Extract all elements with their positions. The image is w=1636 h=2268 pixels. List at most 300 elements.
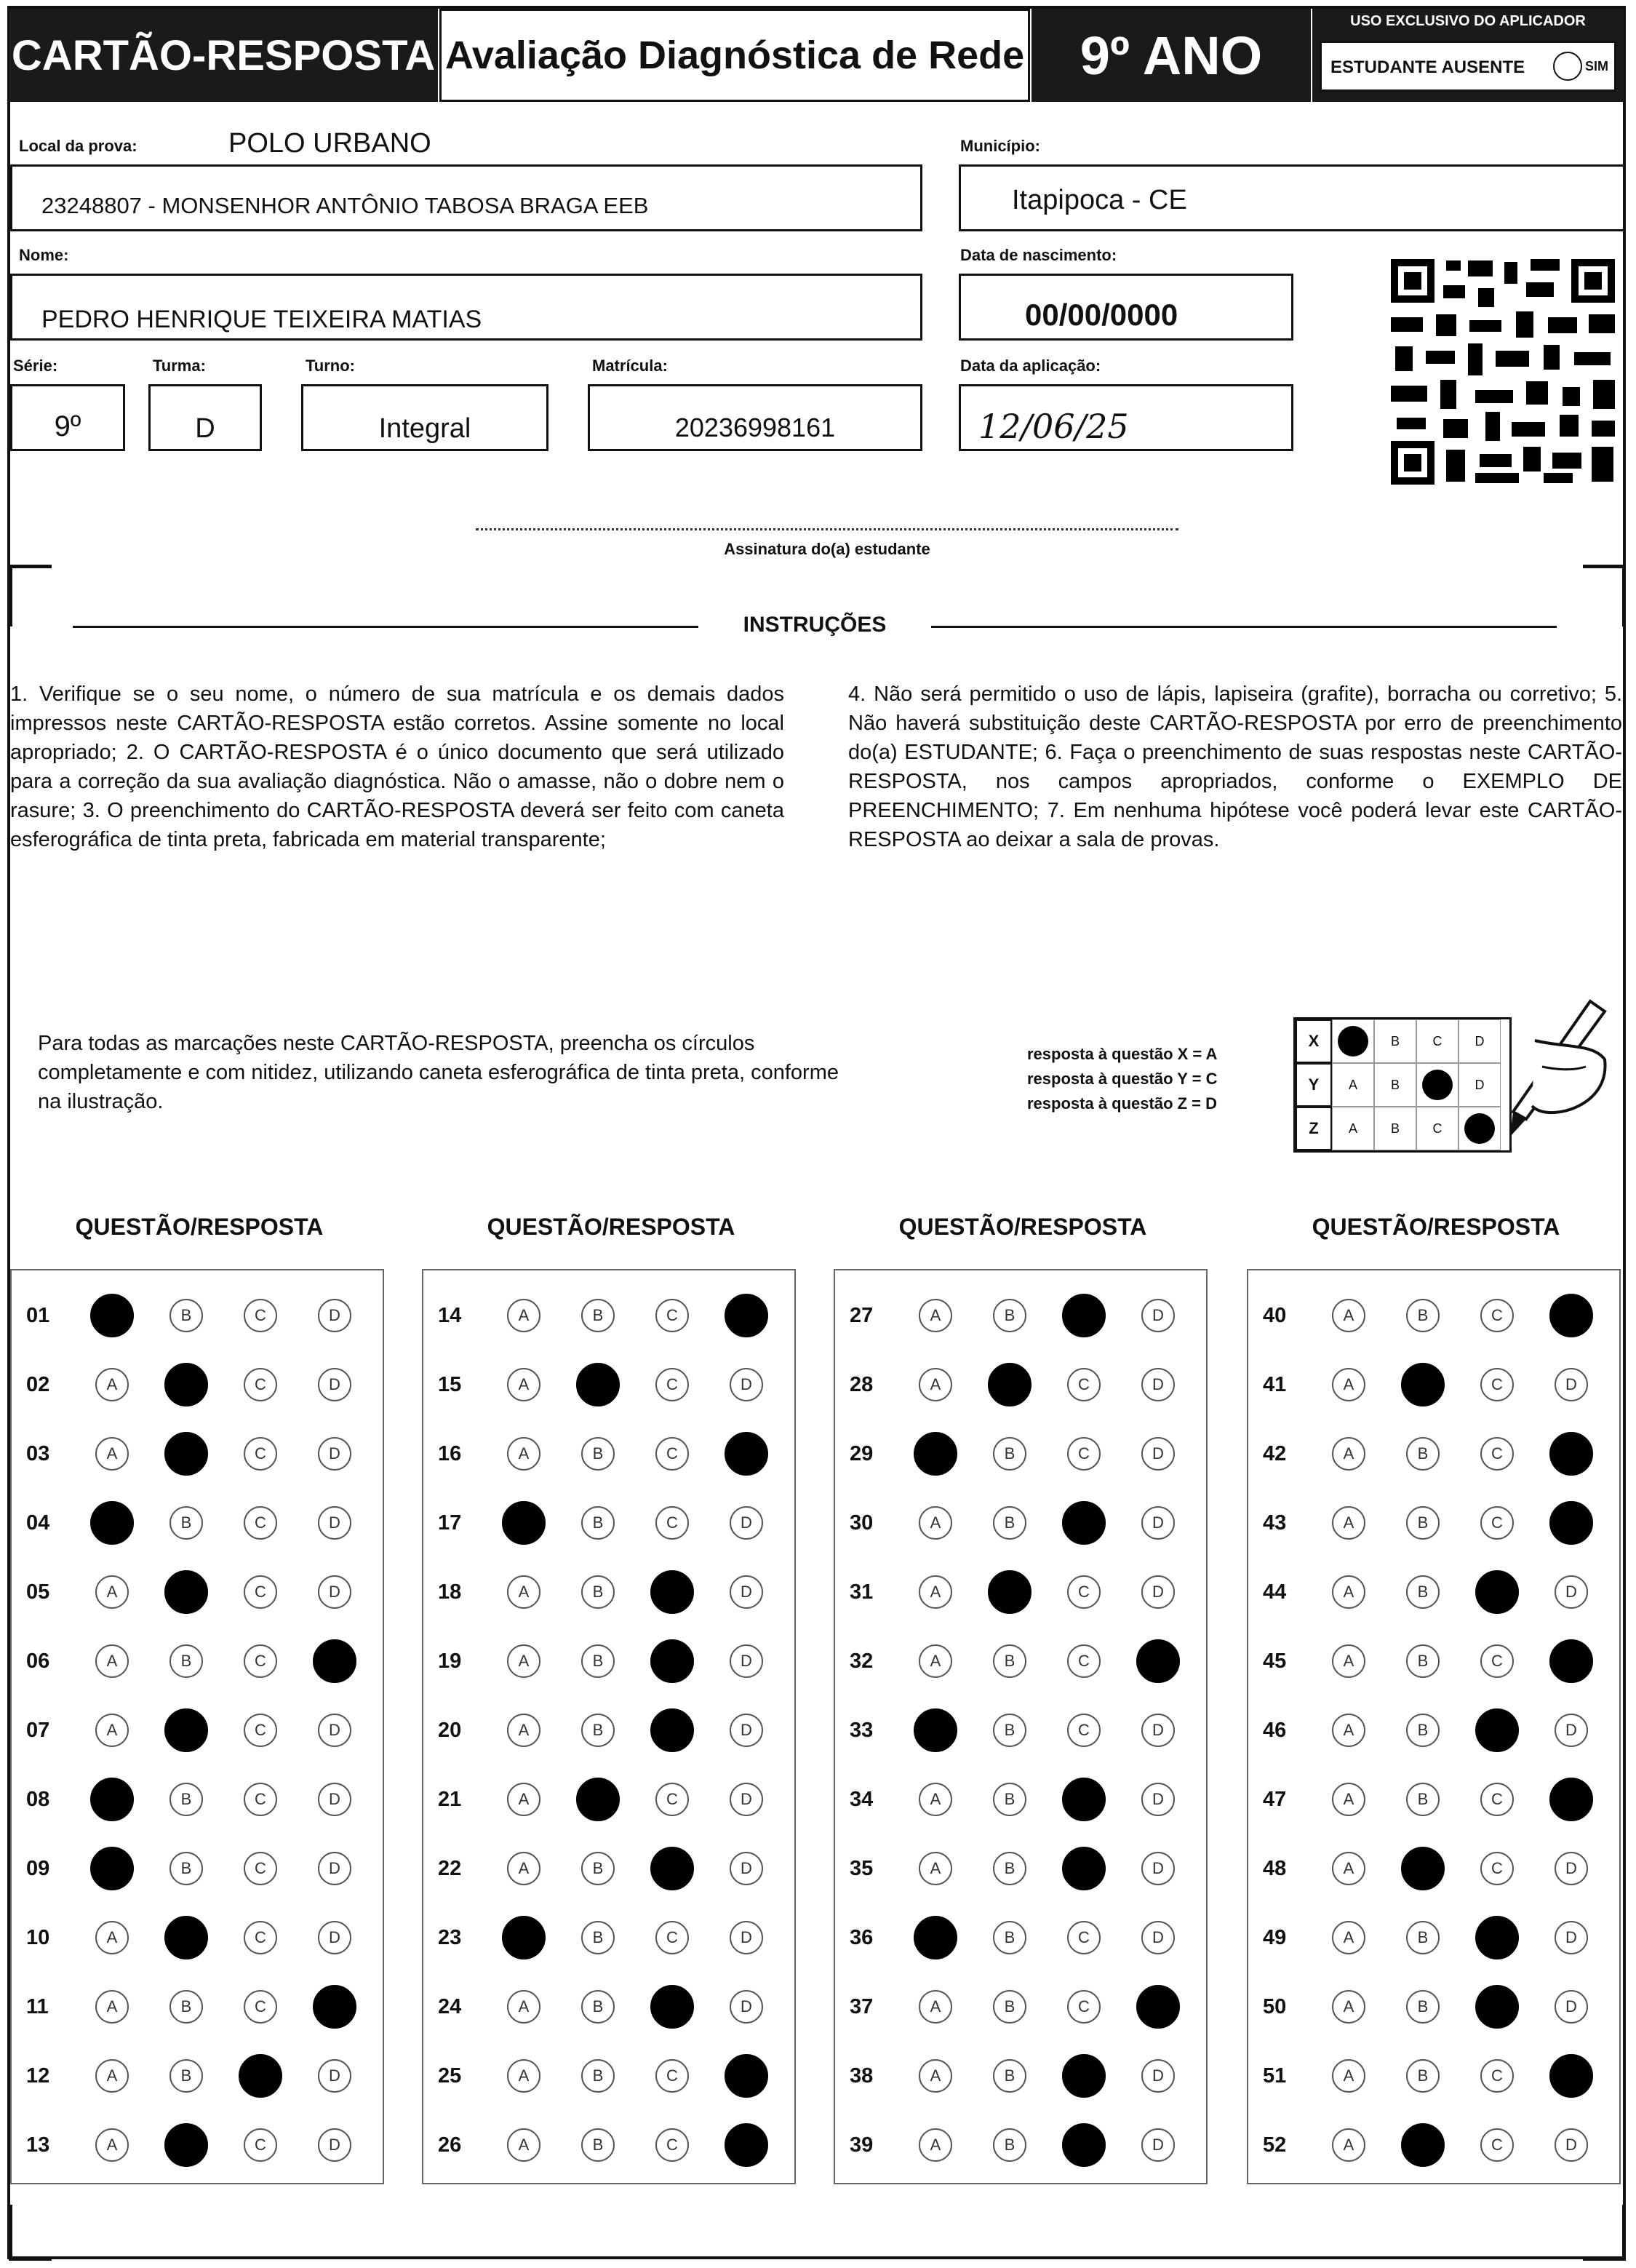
answer-bubble-a[interactable] <box>90 1294 134 1337</box>
answer-bubble-b[interactable]: B <box>169 1852 203 1885</box>
answer-bubble-a[interactable] <box>502 1501 546 1545</box>
answer-bubble-c[interactable]: C <box>655 1783 689 1816</box>
answer-bubble-b[interactable]: B <box>1406 1921 1440 1954</box>
instructions-rule-right <box>931 626 1557 628</box>
location-label: Local da prova: <box>19 137 137 155</box>
question-number: 25 <box>438 2064 462 2088</box>
answer-bubble-d[interactable]: D <box>730 1368 763 1401</box>
name-label: Nome: <box>19 246 69 264</box>
answer-bubble-c[interactable]: C <box>1480 1437 1514 1471</box>
answer-bubble-c[interactable] <box>1062 1294 1106 1337</box>
answer-bubble-a[interactable]: A <box>507 2128 540 2162</box>
corner-mark-top-right <box>1583 565 1626 626</box>
answer-bubble-b[interactable] <box>576 1363 620 1406</box>
answer-bubble-a[interactable]: A <box>1332 1852 1365 1885</box>
grade-field <box>10 384 125 451</box>
answer-bubble-a[interactable]: A <box>95 1644 129 1678</box>
answer-bubble-a[interactable]: A <box>1332 1437 1365 1471</box>
answer-bubble-d[interactable]: D <box>318 1783 351 1816</box>
answer-bubble-d[interactable] <box>1549 1778 1593 1821</box>
answer-bubble-a[interactable]: A <box>919 1506 952 1540</box>
answer-bubble-b[interactable] <box>164 1916 208 1959</box>
answer-bubble-d[interactable]: D <box>318 1575 351 1609</box>
answer-bubble-d[interactable] <box>725 2123 768 2167</box>
answer-bubble-b[interactable]: B <box>581 2059 615 2093</box>
example-option-cell <box>1332 1019 1374 1063</box>
answer-bubble-b[interactable] <box>988 1570 1032 1614</box>
answer-bubble-b[interactable]: B <box>169 2059 203 2093</box>
class-field <box>148 384 262 451</box>
answer-bubble-d[interactable]: D <box>1555 1852 1588 1885</box>
example-option-cell: A <box>1332 1107 1374 1150</box>
birth-label: Data de nascimento: <box>960 246 1117 264</box>
applicator-title: USO EXCLUSIVO DO APLICADOR <box>1350 13 1586 29</box>
answer-bubble-b[interactable]: B <box>581 1644 615 1678</box>
birth-value: 00/00/0000 <box>1025 298 1178 332</box>
answer-bubble-b[interactable]: B <box>1406 1299 1440 1332</box>
answer-bubble-b[interactable] <box>164 1363 208 1406</box>
answer-bubble-b[interactable]: B <box>169 1990 203 2024</box>
answer-bubble-a[interactable]: A <box>919 1299 952 1332</box>
answer-bubble-b[interactable]: B <box>1406 1714 1440 1747</box>
answer-bubble-b[interactable]: B <box>993 1921 1026 1954</box>
answer-bubble-d[interactable] <box>1136 1639 1180 1683</box>
example-option-cell: A <box>1332 1063 1374 1107</box>
answer-bubble-b[interactable] <box>164 1708 208 1752</box>
answer-bubble-a[interactable]: A <box>95 1921 129 1954</box>
signature-label: Assinatura do(a) estudante <box>724 540 930 558</box>
answer-bubble-d[interactable]: D <box>318 2059 351 2093</box>
example-option-cell: C <box>1416 1107 1459 1150</box>
answer-bubble-d[interactable]: D <box>730 1644 763 1678</box>
answer-bubble-a[interactable]: A <box>95 1990 129 2024</box>
answer-bubble-b[interactable]: B <box>1406 1783 1440 1816</box>
answer-bubble-c[interactable]: C <box>1480 1368 1514 1401</box>
answer-bubble-a[interactable]: A <box>507 1852 540 1885</box>
question-number: 24 <box>438 1995 462 2018</box>
example-filled-bubble <box>1422 1070 1453 1100</box>
answer-bubble-d[interactable]: D <box>318 1506 351 1540</box>
answer-bubble-d[interactable]: D <box>1141 2059 1175 2093</box>
answer-bubble-b[interactable] <box>1401 1363 1445 1406</box>
answer-bubble-d[interactable]: D <box>1141 1368 1175 1401</box>
answer-bubble-d[interactable]: D <box>1555 1714 1588 1747</box>
answer-bubble-b[interactable]: B <box>581 1506 615 1540</box>
corner-mark-top-left <box>9 565 52 626</box>
answer-bubble-c[interactable] <box>650 1570 694 1614</box>
answer-bubble-d[interactable] <box>313 1639 356 1683</box>
city-label: Município: <box>960 137 1040 155</box>
grade-value: 9º <box>54 410 81 442</box>
answer-bubble-d[interactable]: D <box>730 1921 763 1954</box>
answer-bubble-b[interactable]: B <box>581 1990 615 2024</box>
answer-bubble-c[interactable]: C <box>1067 1990 1101 2024</box>
question-number: 03 <box>26 1442 50 1465</box>
answer-bubble-b[interactable]: B <box>169 1299 203 1332</box>
answer-bubble-a[interactable]: A <box>1332 2128 1365 2162</box>
answer-bubble-a[interactable]: A <box>507 1437 540 1471</box>
answer-bubble-a[interactable]: A <box>1332 1368 1365 1401</box>
answer-bubble-d[interactable] <box>1136 1985 1180 2029</box>
answer-bubble-b[interactable]: B <box>581 1921 615 1954</box>
application-date-field <box>959 384 1293 451</box>
answer-bubble-a[interactable]: A <box>507 1990 540 2024</box>
answer-bubble-b[interactable]: B <box>993 1714 1026 1747</box>
city-field <box>959 164 1625 231</box>
answer-bubble-d[interactable]: D <box>1141 2128 1175 2162</box>
answer-bubble-a[interactable]: A <box>507 1783 540 1816</box>
answer-bubble-b[interactable]: B <box>581 1437 615 1471</box>
answer-bubble-a[interactable]: A <box>1332 1921 1365 1954</box>
answer-bubble-c[interactable] <box>1475 1985 1519 2029</box>
answer-bubble-b[interactable] <box>164 1570 208 1614</box>
absent-option-label: SIM <box>1585 59 1609 73</box>
answer-bubble-a[interactable]: A <box>95 1575 129 1609</box>
example-line-y: resposta à questão Y = C <box>1027 1070 1218 1088</box>
answer-bubble-c[interactable]: C <box>244 1714 277 1747</box>
absent-bubble[interactable] <box>1553 52 1582 81</box>
answer-bubble-c[interactable]: C <box>1067 1714 1101 1747</box>
answer-bubble-a[interactable]: A <box>507 1644 540 1678</box>
question-number: 07 <box>26 1719 50 1742</box>
answer-bubble-c[interactable]: C <box>244 1783 277 1816</box>
answer-bubble-c[interactable] <box>1062 2123 1106 2167</box>
answer-bubble-d[interactable]: D <box>318 1714 351 1747</box>
answer-bubble-d[interactable]: D <box>1141 1506 1175 1540</box>
answer-bubble-d[interactable]: D <box>730 1783 763 1816</box>
answer-bubble-b[interactable]: B <box>581 1299 615 1332</box>
answer-bubble-c[interactable]: C <box>1067 1368 1101 1401</box>
answer-bubble-d[interactable]: D <box>1141 1783 1175 1816</box>
answer-bubble-c[interactable]: C <box>1480 1506 1514 1540</box>
answer-bubble-d[interactable]: D <box>318 1299 351 1332</box>
answer-bubble-c[interactable]: C <box>244 1644 277 1678</box>
birth-field <box>959 274 1293 341</box>
answer-bubble-d[interactable]: D <box>1141 1714 1175 1747</box>
answer-bubble-b[interactable]: B <box>993 1506 1026 1540</box>
question-number: 33 <box>850 1719 874 1742</box>
answer-bubble-b[interactable]: B <box>993 1783 1026 1816</box>
answer-bubble-a[interactable]: A <box>507 1299 540 1332</box>
question-number: 12 <box>26 2064 50 2088</box>
question-number: 28 <box>850 1373 874 1396</box>
question-number: 45 <box>1263 1650 1287 1673</box>
column-header: QUESTÃO/RESPOSTA <box>487 1214 735 1240</box>
answer-bubble-a[interactable]: A <box>95 2128 129 2162</box>
answer-bubble-b[interactable]: B <box>1406 2059 1440 2093</box>
answer-bubble-a[interactable] <box>90 1501 134 1545</box>
answer-bubble-a[interactable]: A <box>95 1437 129 1471</box>
example-filled-bubble <box>1338 1026 1368 1057</box>
answer-bubble-b[interactable]: B <box>993 2059 1026 2093</box>
answer-bubble-b[interactable] <box>576 1778 620 1821</box>
answer-bubble-b[interactable]: B <box>1406 1437 1440 1471</box>
answer-bubble-a[interactable]: A <box>1332 1714 1365 1747</box>
answer-bubble-b[interactable]: B <box>581 2128 615 2162</box>
answer-bubble-c[interactable] <box>1062 1778 1106 1821</box>
answer-bubble-a[interactable] <box>914 1432 957 1476</box>
answer-bubble-a[interactable]: A <box>507 1575 540 1609</box>
answer-bubble-d[interactable]: D <box>318 1437 351 1471</box>
answer-bubble-b[interactable]: B <box>169 1783 203 1816</box>
answer-bubble-b[interactable]: B <box>581 1575 615 1609</box>
answer-bubble-a[interactable]: A <box>1332 2059 1365 2093</box>
answer-bubble-c[interactable]: C <box>1067 1921 1101 1954</box>
answer-bubble-c[interactable]: C <box>244 1990 277 2024</box>
answer-bubble-c[interactable]: C <box>1480 1299 1514 1332</box>
answer-bubble-c[interactable]: C <box>1480 2128 1514 2162</box>
example-option-cell: B <box>1374 1019 1416 1063</box>
answer-bubble-a[interactable]: A <box>919 1990 952 2024</box>
answer-bubble-d[interactable]: D <box>1141 1852 1175 1885</box>
answer-bubble-b[interactable]: B <box>581 1852 615 1885</box>
answer-bubble-c[interactable]: C <box>655 1299 689 1332</box>
answer-bubble-b[interactable] <box>164 2123 208 2167</box>
answer-bubble-c[interactable] <box>1475 1708 1519 1752</box>
answer-bubble-c[interactable]: C <box>244 1437 277 1471</box>
answer-bubble-a[interactable]: A <box>507 2059 540 2093</box>
answer-bubble-c[interactable]: C <box>244 1506 277 1540</box>
answer-bubble-c[interactable] <box>1475 1916 1519 1959</box>
answer-bubble-b[interactable]: B <box>993 1644 1026 1678</box>
instructions-left: 1. Verifique se o seu nome, o número de sua matrícula e os demais dados impressos neste CARTÃO-RESPOSTA estão corretos. Assine somente no local apropriado; 2. O CARTÃO-RESPOSTA é o único documento que será utilizado para a correção da sua avaliação diagnóstica. Não o amasse, não o dobre nem o rasure; 3. O preenchimento do CARTÃO-RESPOSTA deverá ser feito com caneta esferográfica de tinta preta, fabricada em material transparente; <box>10 683 784 851</box>
answer-bubble-a[interactable]: A <box>1332 1990 1365 2024</box>
answer-bubble-b[interactable]: B <box>1406 1990 1440 2024</box>
answer-bubble-c[interactable]: C <box>1067 1644 1101 1678</box>
answer-bubble-b[interactable]: B <box>993 1852 1026 1885</box>
registration-value: 20236998161 <box>674 413 836 442</box>
answer-bubble-c[interactable]: C <box>655 1506 689 1540</box>
answer-bubble-c[interactable] <box>1475 1570 1519 1614</box>
question-number: 43 <box>1263 1511 1287 1535</box>
answer-bubble-a[interactable]: A <box>919 1644 952 1678</box>
registration-label: Matrícula: <box>592 357 668 375</box>
answer-bubble-c[interactable] <box>650 1639 694 1683</box>
answer-bubble-d[interactable]: D <box>1555 1368 1588 1401</box>
answer-bubble-a[interactable]: A <box>919 1575 952 1609</box>
example-option-cell: D <box>1459 1019 1501 1063</box>
answer-bubble-b[interactable]: B <box>1406 1506 1440 1540</box>
answer-bubble-c[interactable]: C <box>244 1299 277 1332</box>
answer-bubble-d[interactable]: D <box>1555 1921 1588 1954</box>
name-value: PEDRO HENRIQUE TEIXEIRA MATIAS <box>41 306 482 333</box>
answer-bubble-a[interactable] <box>90 1847 134 1890</box>
answer-bubble-b[interactable]: B <box>581 1714 615 1747</box>
answer-bubble-d[interactable] <box>1549 2054 1593 2098</box>
answer-bubble-b[interactable] <box>164 1432 208 1476</box>
answer-bubble-c[interactable]: C <box>244 1575 277 1609</box>
example-question-label: Z <box>1296 1107 1332 1150</box>
answer-bubble-a[interactable]: A <box>919 2128 952 2162</box>
question-number: 51 <box>1263 2064 1287 2088</box>
answer-bubble-d[interactable]: D <box>1141 1437 1175 1471</box>
answer-bubble-a[interactable]: A <box>95 1368 129 1401</box>
applicator-panel <box>1312 9 1624 102</box>
answer-bubble-d[interactable] <box>1549 1501 1593 1545</box>
answer-bubble-c[interactable]: C <box>1480 2059 1514 2093</box>
answer-bubble-a[interactable]: A <box>95 2059 129 2093</box>
question-number: 18 <box>438 1580 462 1604</box>
answer-bubble-d[interactable]: D <box>1555 2128 1588 2162</box>
answer-bubble-a[interactable]: A <box>1332 1575 1365 1609</box>
question-number: 09 <box>26 1857 50 1880</box>
answer-bubble-d[interactable] <box>313 1985 356 2029</box>
answer-bubble-c[interactable]: C <box>1067 1437 1101 1471</box>
answer-bubble-b[interactable]: B <box>169 1506 203 1540</box>
answer-bubble-a[interactable] <box>502 1916 546 1959</box>
answer-bubble-c[interactable]: C <box>244 1368 277 1401</box>
question-number: 48 <box>1263 1857 1287 1880</box>
location-value: POLO URBANO <box>228 128 431 159</box>
question-number: 19 <box>438 1650 462 1673</box>
answer-bubble-a[interactable]: A <box>95 1714 129 1747</box>
question-number: 40 <box>1263 1304 1287 1327</box>
card-title: CARTÃO-RESPOSTA <box>9 9 438 102</box>
answer-bubble-d[interactable] <box>1549 1294 1593 1337</box>
question-number: 11 <box>26 1995 49 2018</box>
answer-bubble-b[interactable]: B <box>993 2128 1026 2162</box>
answer-bubble-c[interactable]: C <box>1480 1852 1514 1885</box>
answer-bubble-d[interactable] <box>725 1294 768 1337</box>
example-option-cell <box>1416 1063 1459 1107</box>
example-option-cell: B <box>1374 1063 1416 1107</box>
question-number: 22 <box>438 1857 462 1880</box>
answer-bubble-c[interactable]: C <box>1480 1783 1514 1816</box>
question-number: 02 <box>26 1373 50 1396</box>
example-question-label: X <box>1296 1019 1332 1063</box>
answer-bubble-c[interactable]: C <box>244 2128 277 2162</box>
question-number: 44 <box>1263 1580 1287 1604</box>
question-number: 39 <box>850 2133 874 2157</box>
question-number: 20 <box>438 1719 462 1742</box>
answer-bubble-b[interactable]: B <box>1406 1575 1440 1609</box>
answer-bubble-a[interactable]: A <box>919 2059 952 2093</box>
answer-bubble-c[interactable]: C <box>655 2059 689 2093</box>
answer-bubble-a[interactable] <box>914 1916 957 1959</box>
answer-bubble-a[interactable]: A <box>1332 1299 1365 1332</box>
answer-bubble-d[interactable]: D <box>1141 1575 1175 1609</box>
answer-bubble-c[interactable] <box>1062 2054 1106 2098</box>
example-option-cell: D <box>1459 1063 1501 1107</box>
question-number: 27 <box>850 1304 874 1327</box>
answer-bubble-b[interactable]: B <box>1406 1644 1440 1678</box>
column-header: QUESTÃO/RESPOSTA <box>898 1214 1147 1240</box>
answer-bubble-c[interactable] <box>650 1708 694 1752</box>
corner-mark-bottom-left <box>9 2205 52 2261</box>
question-number: 14 <box>438 1304 462 1327</box>
answer-bubble-c[interactable]: C <box>244 1852 277 1885</box>
answer-bubble-b[interactable]: B <box>993 1990 1026 2024</box>
registration-field <box>588 384 922 451</box>
instructions-right: 4. Não será permitido o uso de lápis, lapiseira (grafite), borracha ou corretivo; 5. Não haverá substituição deste CARTÃO-RESPOSTA por erro de preenchimento do(a) ESTUDANTE; 6. Faça o preenchimento de suas respostas neste CARTÃO-RESPOSTA, nos campos apropriados, conforme o EXEMPLO DE PREENCHIMENTO; 7. Em nenhuma hipótese você poderá levar este CARTÃO-RESPOSTA ao deixar a sala de provas. <box>848 683 1622 851</box>
answer-bubble-c[interactable]: C <box>655 1921 689 1954</box>
answer-bubble-d[interactable]: D <box>730 1506 763 1540</box>
question-number: 23 <box>438 1926 462 1949</box>
answer-bubble-a[interactable]: A <box>507 1714 540 1747</box>
answer-bubble-b[interactable]: B <box>993 1437 1026 1471</box>
answer-bubble-a[interactable]: A <box>1332 1644 1365 1678</box>
instructions-title: INSTRUÇÕES <box>743 613 887 637</box>
answer-bubble-a[interactable]: A <box>919 1852 952 1885</box>
answer-bubble-c[interactable]: C <box>1067 1575 1101 1609</box>
shift-value: Integral <box>378 413 471 444</box>
answer-bubble-a[interactable]: A <box>1332 1506 1365 1540</box>
question-number: 16 <box>438 1442 462 1465</box>
city-value: Itapipoca - CE <box>1012 185 1187 215</box>
answer-bubble-d[interactable]: D <box>1555 1990 1588 2024</box>
answer-bubble-a[interactable]: A <box>1332 1783 1365 1816</box>
answer-bubble-b[interactable] <box>1401 1847 1445 1890</box>
answer-bubble-c[interactable] <box>1062 1501 1106 1545</box>
question-number: 06 <box>26 1650 50 1673</box>
question-number: 47 <box>1263 1788 1287 1811</box>
answer-bubble-c[interactable]: C <box>655 1437 689 1471</box>
answer-bubble-d[interactable]: D <box>730 1990 763 2024</box>
corner-mark-bottom-right <box>1583 2205 1626 2261</box>
answer-bubble-b[interactable]: B <box>993 1299 1026 1332</box>
question-number: 29 <box>850 1442 874 1465</box>
answer-bubble-d[interactable]: D <box>318 1921 351 1954</box>
answer-bubble-c[interactable]: C <box>655 2128 689 2162</box>
answer-bubble-c[interactable] <box>650 1985 694 2029</box>
answer-bubble-a[interactable]: A <box>507 1368 540 1401</box>
answer-bubble-d[interactable]: D <box>318 1852 351 1885</box>
answer-bubble-d[interactable]: D <box>730 1852 763 1885</box>
answer-bubble-c[interactable] <box>1062 1847 1106 1890</box>
example-question-label: Y <box>1296 1063 1332 1107</box>
school-value: 23248807 - MONSENHOR ANTÔNIO TABOSA BRAGA EEB <box>41 193 649 218</box>
answer-bubble-c[interactable]: C <box>655 1368 689 1401</box>
answer-bubble-c[interactable] <box>239 2054 282 2098</box>
answer-bubble-d[interactable]: D <box>1141 1921 1175 1954</box>
instructions-rule-left <box>73 626 698 628</box>
answer-bubble-d[interactable]: D <box>318 2128 351 2162</box>
answer-bubble-d[interactable]: D <box>730 1714 763 1747</box>
answer-bubble-d[interactable]: D <box>318 1368 351 1401</box>
answer-bubble-d[interactable]: D <box>1555 1575 1588 1609</box>
answer-bubble-c[interactable] <box>650 1847 694 1890</box>
answer-bubble-c[interactable]: C <box>244 1921 277 1954</box>
example-option-cell: B <box>1374 1107 1416 1150</box>
question-number: 37 <box>850 1995 874 2018</box>
answer-bubble-c[interactable]: C <box>1480 1644 1514 1678</box>
answer-bubble-d[interactable]: D <box>730 1575 763 1609</box>
answer-bubble-b[interactable]: B <box>169 1644 203 1678</box>
question-number: 34 <box>850 1788 874 1811</box>
question-number: 04 <box>26 1511 50 1535</box>
question-number: 15 <box>438 1373 462 1396</box>
shift-label: Turno: <box>306 357 356 375</box>
answer-bubble-b[interactable] <box>988 1363 1032 1406</box>
answer-bubble-a[interactable] <box>90 1778 134 1821</box>
answer-bubble-d[interactable]: D <box>1141 1299 1175 1332</box>
answer-bubble-a[interactable]: A <box>919 1783 952 1816</box>
question-number: 36 <box>850 1926 874 1949</box>
answer-bubble-d[interactable] <box>1549 1639 1593 1683</box>
answer-bubble-a[interactable]: A <box>919 1368 952 1401</box>
class-label: Turma: <box>153 357 206 375</box>
question-number: 38 <box>850 2064 874 2088</box>
answer-bubble-d[interactable] <box>725 2054 768 2098</box>
signature-line <box>476 528 1178 530</box>
answer-bubble-b[interactable] <box>1401 2123 1445 2167</box>
application-date-label: Data da aplicação: <box>960 357 1101 375</box>
answer-bubble-a[interactable] <box>914 1708 957 1752</box>
question-number: 46 <box>1263 1719 1287 1742</box>
answer-bubble-d[interactable] <box>725 1432 768 1476</box>
answer-bubble-d[interactable] <box>1549 1432 1593 1476</box>
exam-title: Avaliação Diagnóstica de Rede <box>439 9 1030 102</box>
